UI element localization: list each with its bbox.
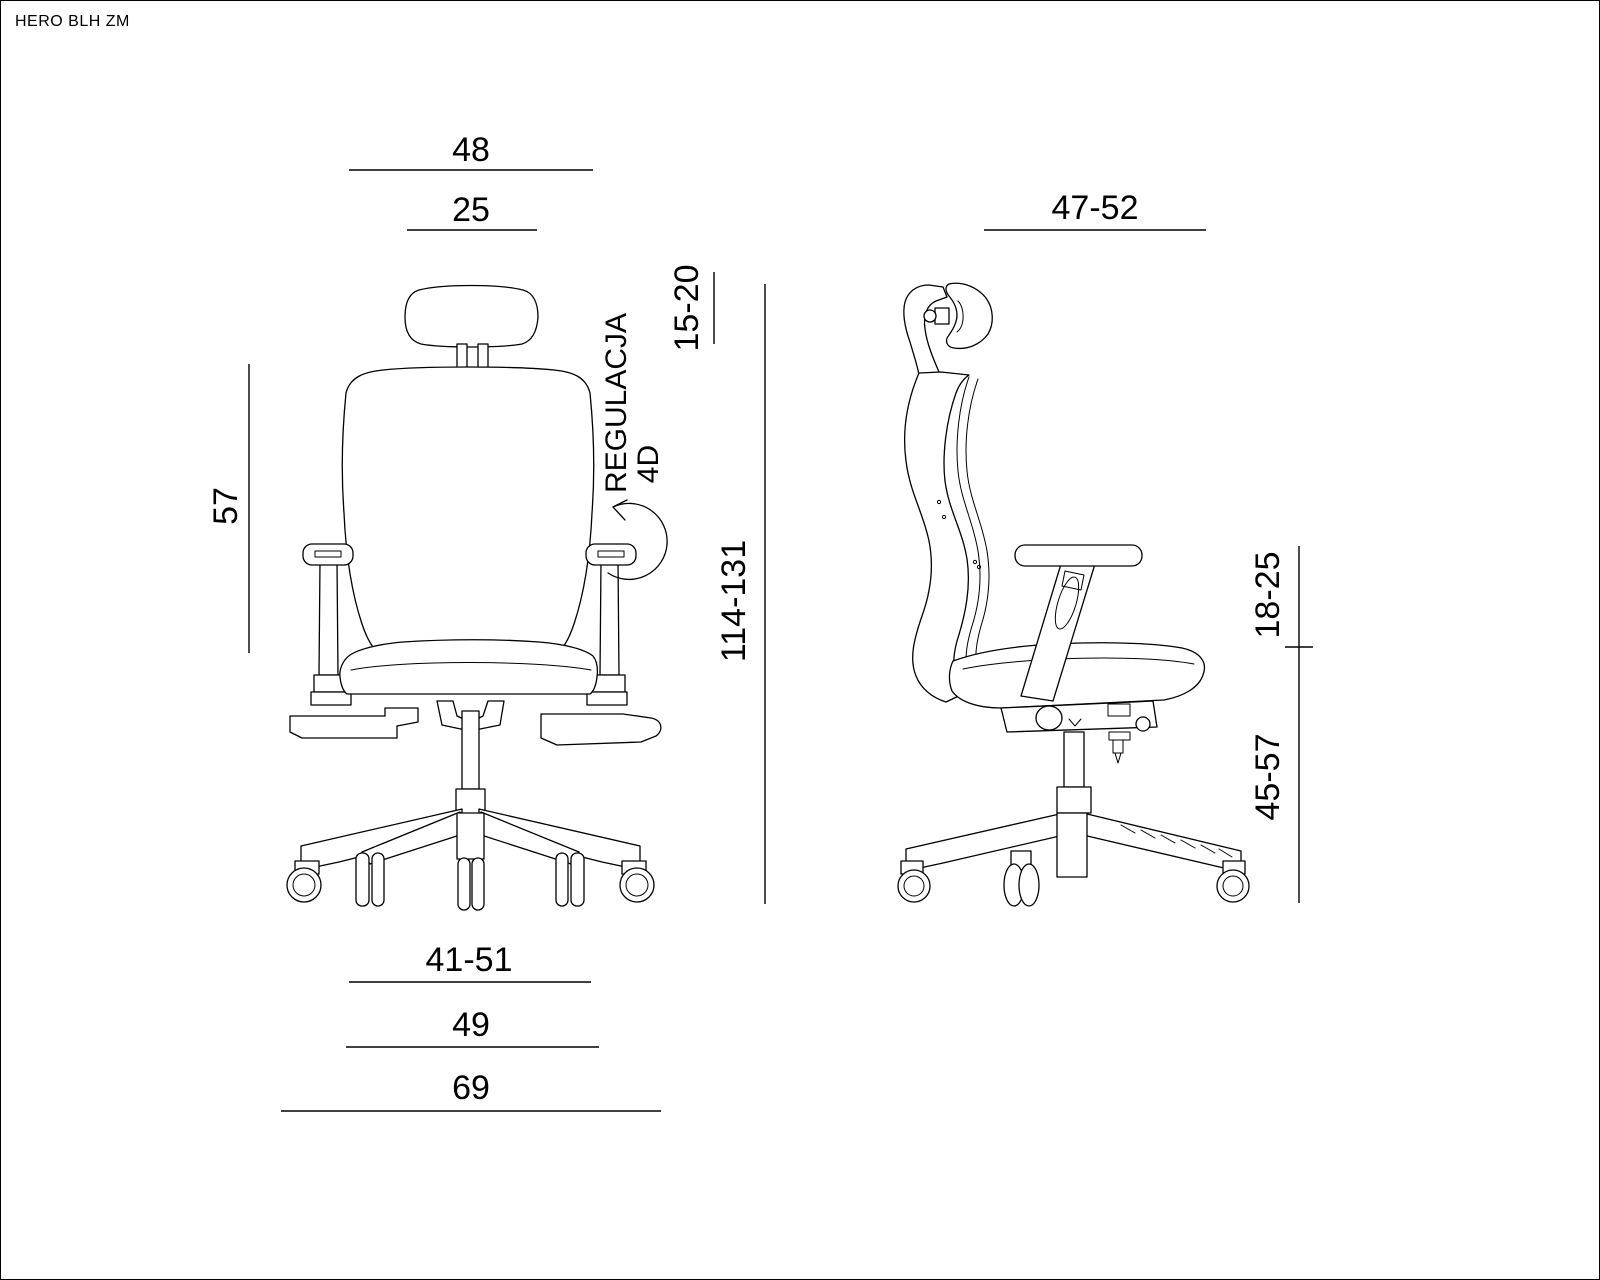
side-caster-front-wheel-b (1019, 864, 1039, 906)
side-mechanism-lever (1109, 732, 1130, 740)
dim-base-width: 69 (452, 1069, 490, 1107)
dim-headrest-height-range: 15-20 (668, 264, 706, 352)
side-backrest (905, 372, 989, 702)
front-mechanism-right-lever (541, 714, 661, 745)
front-armrest-left-foot (311, 692, 351, 705)
front-wheel-midright-a (556, 853, 568, 906)
side-leg-center (1057, 813, 1087, 877)
front-gas-lift (462, 711, 479, 789)
front-headrest-post-right (478, 344, 488, 370)
side-headrest-cushion (946, 283, 992, 348)
side-headrest-knob (924, 310, 936, 322)
front-armrest-right-foot (587, 692, 627, 705)
front-mechanism-left-lever (290, 708, 418, 738)
dim-armrest-height-range: 18-25 (1249, 551, 1287, 639)
front-caster-right-wheel (620, 868, 654, 902)
front-wheel-midleft-b (372, 853, 384, 906)
side-headrest (904, 283, 992, 375)
dim-total-height-range: 114-131 (715, 539, 753, 663)
technical-drawing (1, 1, 1600, 1280)
side-mechanism-drum (1036, 706, 1062, 730)
annotation-4d: 4D (632, 444, 665, 484)
side-gas-lift (1064, 732, 1084, 787)
dim-seat-height-range: 45-57 (1249, 733, 1287, 821)
side-leg-right (1083, 813, 1241, 872)
front-wheel-center-b (472, 858, 484, 910)
side-mechanism-pin (1113, 740, 1123, 753)
front-wheel-center-a (458, 858, 470, 910)
side-armrest-pad (1015, 545, 1142, 566)
side-mechanism-block (1108, 704, 1130, 716)
front-seat (340, 640, 598, 694)
side-gas-cylinder (1057, 787, 1091, 813)
side-base (898, 732, 1249, 906)
side-mechanism-knob (1136, 717, 1150, 731)
dim-backrest-height: 57 (207, 487, 245, 525)
side-caster-left-wheel (898, 870, 930, 902)
side-caster-right-wheel (1217, 870, 1249, 902)
dim-headrest-width: 25 (452, 191, 490, 229)
side-mechanism-tip (1115, 753, 1121, 763)
front-armrest-right-slot (598, 551, 624, 557)
side-backrest-frame (905, 372, 969, 702)
side-seat (949, 643, 1204, 708)
side-backrest-dot3 (973, 560, 976, 563)
front-backrest (342, 367, 593, 657)
side-view (898, 283, 1249, 906)
front-headrest (405, 286, 538, 348)
side-backrest-mesh-line2 (966, 379, 989, 671)
dim-backrest-width: 48 (452, 131, 490, 169)
dim-seat-width-range: 41-51 (425, 941, 513, 979)
front-armrest-left-slot (315, 551, 341, 557)
front-wheel-midright-b (571, 853, 584, 906)
front-armrest-right-post (600, 561, 619, 675)
annotation-regulacja: REGULACJA (600, 312, 633, 494)
side-leg-left (906, 813, 1064, 871)
front-leg-center (457, 813, 484, 859)
drawing-title: HERO BLH ZM (15, 13, 130, 30)
front-headrest-post-left (457, 344, 467, 370)
dim-depth-range: 47-52 (1051, 189, 1139, 227)
dim-seat-width: 49 (452, 1006, 490, 1044)
front-wheel-midleft-a (356, 853, 369, 906)
front-caster-left-wheel (287, 868, 321, 902)
side-headrest-arm (904, 285, 947, 375)
front-armrest-left-post (319, 561, 338, 675)
side-headrest-bracket (935, 308, 949, 324)
side-backrest-dot4 (977, 565, 980, 568)
